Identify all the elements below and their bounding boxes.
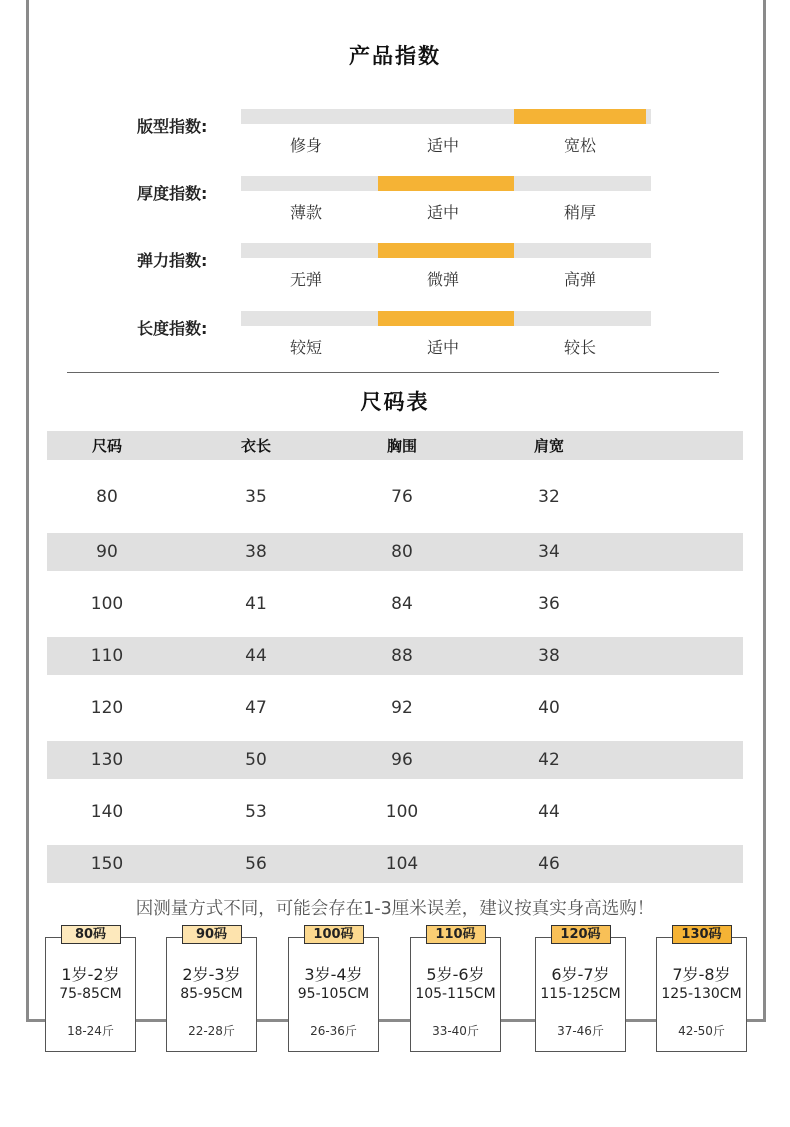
index-option: 高弹 <box>563 270 596 289</box>
table-cell: 130 <box>90 750 124 770</box>
table-cell: 32 <box>538 486 560 507</box>
table-header-cell: 尺码 <box>91 437 122 455</box>
index-option: 无弹 <box>289 270 322 289</box>
table-cell: 34 <box>538 542 560 562</box>
table-cell: 76 <box>391 486 413 507</box>
table-row <box>47 779 743 845</box>
size-tag <box>166 927 257 1052</box>
index-label: 弹力指数: <box>137 251 208 270</box>
table-cell: 36 <box>538 594 560 614</box>
table-cell: 104 <box>385 854 419 874</box>
index-option: 适中 <box>426 136 459 155</box>
size-tag-age: 2岁-3岁 <box>182 965 241 984</box>
size-tag-weight: 18-24斤 <box>67 1024 114 1038</box>
size-tag <box>45 927 136 1052</box>
table-cell: 40 <box>538 698 560 718</box>
size-tag-age: 7岁-8岁 <box>672 965 731 984</box>
size-tag-height: 115-125CM <box>540 986 621 1002</box>
index-label: 版型指数: <box>137 117 208 136</box>
size-tag <box>410 927 501 1052</box>
table-row <box>47 571 743 637</box>
table-cell: 38 <box>245 542 267 562</box>
table-cell: 56 <box>245 854 267 874</box>
table-cell: 53 <box>245 802 267 822</box>
table-header-cell: 肩宽 <box>533 437 564 455</box>
index-row-elasticity <box>0 243 790 303</box>
table-cell: 100 <box>385 802 419 822</box>
index-option: 较短 <box>289 338 322 357</box>
size-tag <box>535 927 626 1052</box>
index-bar-fill <box>378 176 515 191</box>
size-tag-height: 105-115CM <box>415 986 496 1002</box>
table-cell: 110 <box>90 646 124 666</box>
table-cell: 42 <box>538 750 560 770</box>
index-bar-fill <box>378 311 515 326</box>
index-option: 微弹 <box>426 270 459 289</box>
size-tag-badge: 130码 <box>672 925 732 944</box>
table-cell: 92 <box>391 698 413 718</box>
table-cell: 140 <box>90 802 124 822</box>
table-cell: 120 <box>90 698 124 718</box>
index-label: 长度指数: <box>137 319 208 338</box>
size-tag-badge: 120码 <box>551 925 611 944</box>
measurement-note: 因测量方式不同，可能会存在1-3厘米误差，建议按真实身高选购！ <box>135 899 655 919</box>
index-bar-track <box>241 243 651 258</box>
size-tag-weight: 42-50斤 <box>678 1024 725 1038</box>
size-tag <box>656 927 747 1052</box>
table-cell: 150 <box>90 854 124 874</box>
size-tag-age: 5岁-6岁 <box>426 965 485 984</box>
index-option: 修身 <box>289 136 322 155</box>
index-row-fit <box>0 109 790 169</box>
size-tag-height: 95-105CM <box>297 986 370 1002</box>
product-index-title: 产品指数 <box>349 44 441 68</box>
table-cell: 100 <box>90 594 124 614</box>
size-table <box>47 431 743 883</box>
index-bar-track <box>241 311 651 326</box>
table-cell: 47 <box>245 698 267 718</box>
size-tag-age: 1岁-2岁 <box>61 965 120 984</box>
table-cell: 46 <box>538 854 560 874</box>
index-option: 薄款 <box>289 203 322 222</box>
table-row <box>47 845 743 883</box>
section-divider <box>67 372 719 373</box>
index-option: 适中 <box>426 203 459 222</box>
size-tag-age: 6岁-7岁 <box>551 965 610 984</box>
size-tag-height: 85-95CM <box>180 986 243 1002</box>
table-row <box>47 533 743 571</box>
table-row <box>47 460 743 533</box>
table-cell: 80 <box>391 542 413 562</box>
index-row-thickness <box>0 176 790 236</box>
index-option: 宽松 <box>563 136 596 155</box>
table-cell: 90 <box>96 542 118 562</box>
size-tag-badge: 80码 <box>61 925 121 944</box>
table-cell: 44 <box>245 646 267 666</box>
index-option: 适中 <box>426 338 459 357</box>
size-tag-badge: 100码 <box>304 925 364 944</box>
index-option: 较长 <box>563 338 596 357</box>
size-tag-weight: 37-46斤 <box>557 1024 604 1038</box>
size-tag <box>288 927 379 1052</box>
index-bar-fill <box>514 109 646 124</box>
index-row-length <box>0 311 790 371</box>
table-cell: 41 <box>245 594 267 614</box>
size-tag-weight: 33-40斤 <box>432 1024 479 1038</box>
size-tag-height: 75-85CM <box>59 986 122 1002</box>
size-tag-badge: 110码 <box>426 925 486 944</box>
table-row <box>47 675 743 741</box>
table-cell: 50 <box>245 750 267 770</box>
table-cell: 88 <box>391 646 413 666</box>
table-header-row <box>47 431 743 460</box>
table-cell: 80 <box>96 486 118 507</box>
table-cell: 38 <box>538 646 560 666</box>
table-row <box>47 637 743 675</box>
table-cell: 44 <box>538 802 560 822</box>
table-cell: 96 <box>391 750 413 770</box>
size-tag-age: 3岁-4岁 <box>304 965 363 984</box>
size-tag-height: 125-130CM <box>661 986 742 1002</box>
size-chart-title: 尺码表 <box>360 390 430 414</box>
table-header-cell: 胸围 <box>386 437 417 455</box>
index-bar-track <box>241 109 651 124</box>
index-bar-track <box>241 176 651 191</box>
size-tag-weight: 26-36斤 <box>310 1024 357 1038</box>
index-bar-fill <box>378 243 515 258</box>
index-option: 稍厚 <box>563 203 596 222</box>
table-row <box>47 741 743 779</box>
frame-bottom-border <box>26 1019 766 1022</box>
table-cell: 35 <box>245 486 267 507</box>
table-header-cell: 衣长 <box>240 437 271 455</box>
index-label: 厚度指数: <box>137 184 208 203</box>
size-tag-badge: 90码 <box>182 925 242 944</box>
size-tag-weight: 22-28斤 <box>188 1024 235 1038</box>
table-cell: 84 <box>391 594 413 614</box>
